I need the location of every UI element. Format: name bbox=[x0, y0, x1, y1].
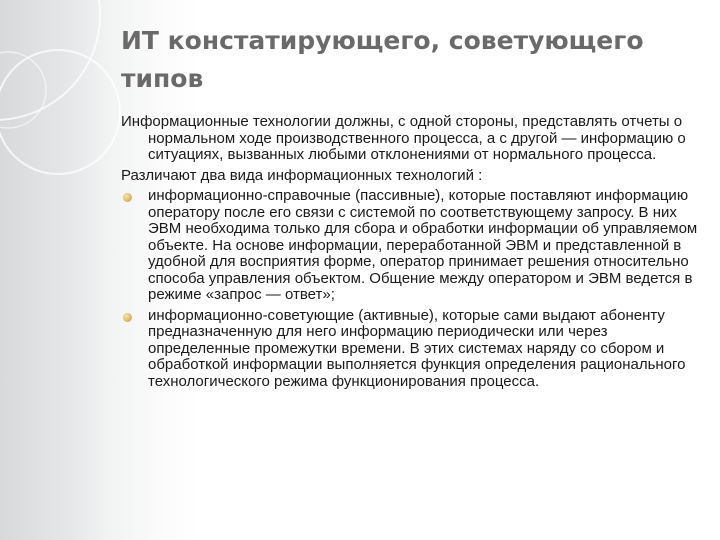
intro-paragraph: Информационные технологии должны, с одной стороны, представлять отчеты о нормальном ходе производственного процесса, а с другой — информацию о ситуациях, вызванных любыми отклонениями от нормального процесса. bbox=[121, 113, 686, 163]
bullet-item-active bbox=[121, 308, 706, 391]
slide-title: ИТ констатирующего, советующего типов bbox=[121, 26, 644, 93]
types-heading: Различают два вида информационных технологий : bbox=[121, 166, 483, 184]
bullet-dot-icon bbox=[123, 313, 132, 322]
bullet-dot-icon bbox=[123, 193, 132, 202]
deco-circle-large bbox=[0, 0, 100, 120]
bullet-text-passive: информационно-справочные (пассивные), которые поставляют информацию оператору после его связи с системой по соответствующему запросу. В них ЭВМ необходима только для сбора и обработки информации об управляемом объекте. На основе информации, переработанной ЭВМ и представленной в удобной для восприятия форме, оператор принимает решения относительно способа управления объектом. Общение между оператором и ЭВМ ведется в режиме «запрос — ответ»; bbox=[148, 187, 698, 303]
deco-circle-medium bbox=[0, 50, 120, 174]
bullet-text-active: информационно-советующие (активные), которые сами выдают абоненту предназначенную для него информацию периодически или через определенные промежутки времени. В этих системах наряду со сбором и обработкой информации выполняется функция определения рационального технологического режима функционирования процесса. bbox=[148, 306, 686, 390]
bullet-item-passive bbox=[121, 188, 706, 304]
slide-body bbox=[121, 114, 706, 394]
